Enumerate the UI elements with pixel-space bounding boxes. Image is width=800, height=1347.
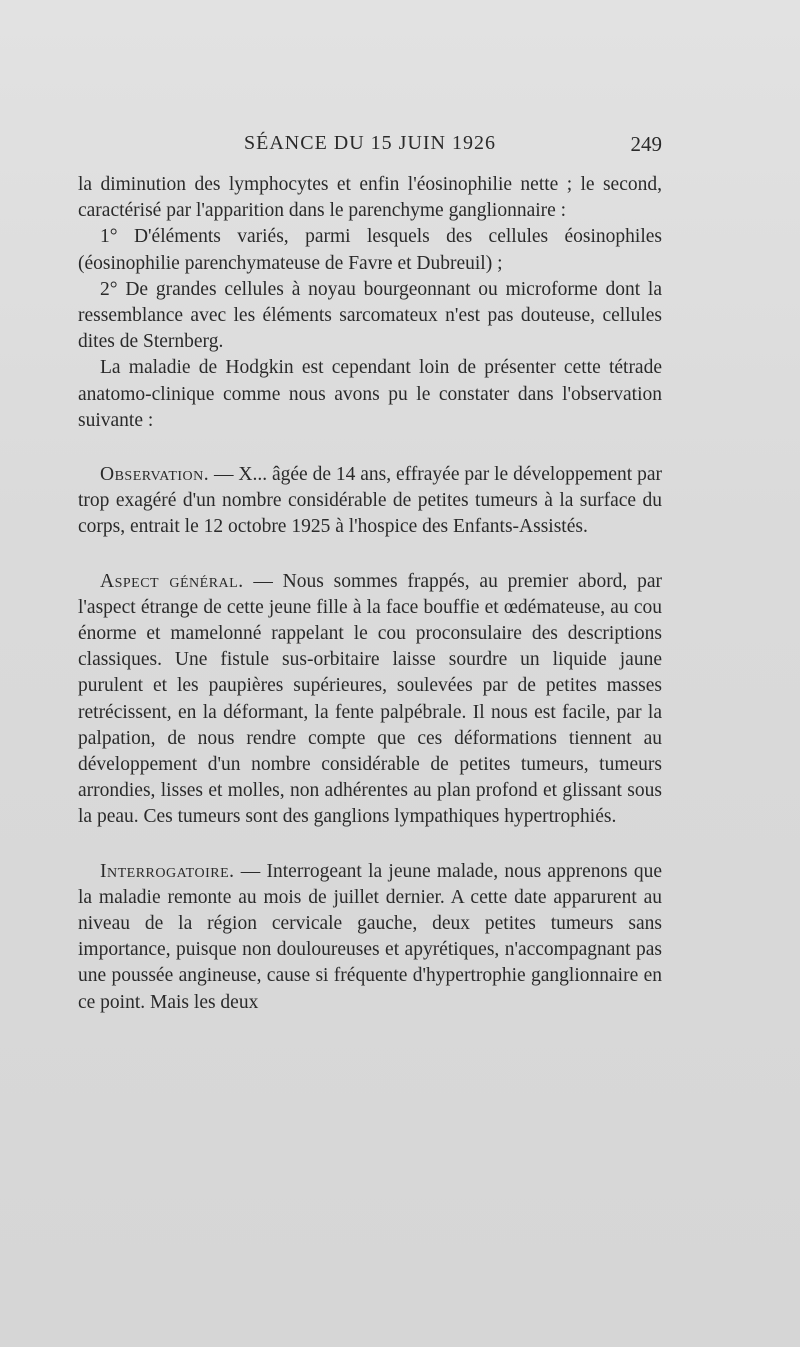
paragraph: la diminution des lymphocytes et enfin l'éosinophilie nette ; le second, caractérisé par l'apparition dans le parenchyme ganglionnaire : [78,174,662,222]
paragraph: 1° D'éléments variés, parmi lesquels des cellules éosinophiles (éosinophilie parenchymateuse de Favre et Dubreuil) ; [78,226,662,274]
page-number: 249 [630,132,662,156]
paragraph-text: — Nous sommes frappés, au premier abord, par l'aspect étrange de cette jeune fille à la face bouffie et œdémateuse, au cou énorme et mamelonné rappelant le cou proconsulaire des descriptions classiques. Une fistule sus-orbitaire laisse sourdre un liquide jaune purulent et les paupières supérieures, soulevées par de petites masses retrécissent, en la déformant, la fente palpébrale. Il nous est facile, par la palpation, de nous rendre compte que ces déformations tiennent au développement d'un nombre considérable de petites tumeurs, tumeurs arrondies, lisses et molles, non adhérentes au plan profond et glissant sous la peau. Ces tumeurs sont des ganglions lympathiques hypertrophiés. [78,570,663,828]
section-heading: Interrogatoire. [100,860,235,882]
page-header [78,132,662,162]
observation-paragraph [78,462,662,541]
paragraph: 2° De grandes cellules à noyau bourgeonnant ou microforme dont la ressemblance avec les éléments sarcomateux n'est pas douteuse, cellules dites de Sternberg. [78,278,662,353]
section-heading: Aspect général. [100,570,244,592]
section-heading: Observation. [100,464,210,486]
paragraph-text: — X... âgée de 14 ans, effrayée par le développement par trop exagéré d'un nombre considérable de petites tumeurs à la surface du corps, entrait le 12 octobre 1925 à l'hospice des Enfants-Assistés. [78,464,662,538]
interrogatoire-paragraph [78,859,662,1016]
paragraph-text: — Interrogeant la jeune malade, nous apprenons que la maladie remonte au mois de juillet dernier. A cette date apparurent au niveau de la région cervicale gauche, deux petites tumeurs sans importance, puisque non douloureuses et apyrétiques, n'accompagnant pas une poussée angineuse, cause si fréquente d'hypertrophie ganglionnaire en ce point. Mais les deux [78,860,662,1013]
aspect-paragraph [78,569,662,831]
paragraph: La maladie de Hodgkin est cependant loin de présenter cette tétrade anatomo-clinique comme nous avons pu le constater dans l'observation suivante : [78,357,662,431]
running-title: SÉANCE DU 15 JUIN 1926 [244,132,496,154]
body-text [78,172,662,1016]
